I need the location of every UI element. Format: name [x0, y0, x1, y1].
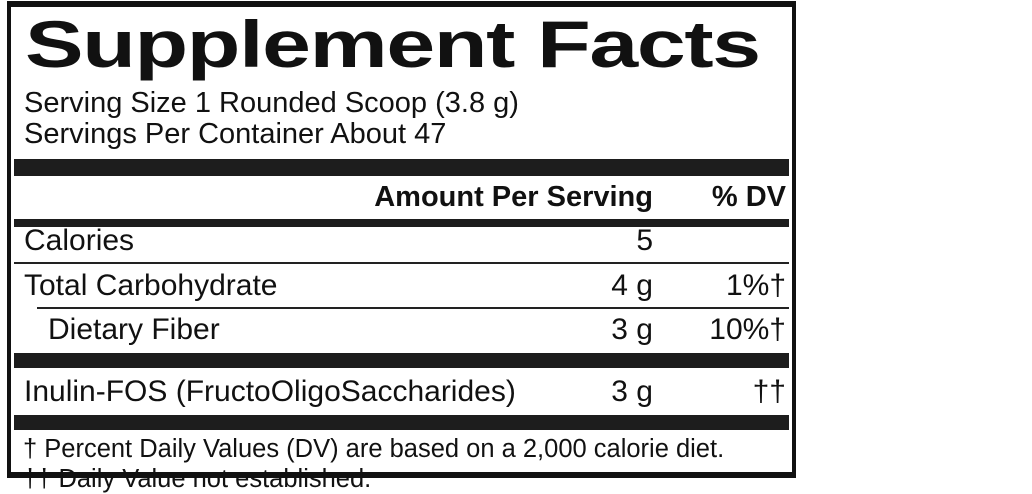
page-title: Supplement Facts: [25, 12, 1032, 76]
percent-dv-header: % DV: [653, 181, 786, 214]
nutrient-name: Inulin-FOS (FructoOligoSaccharides): [24, 375, 611, 409]
nutrient-dv: 10%†: [653, 313, 786, 347]
nutrient-dv: ††: [653, 375, 786, 409]
table-row-inulin-fos: [11, 368, 792, 413]
serving-size-text: Serving Size 1 Rounded Scoop (3.8 g): [11, 83, 792, 119]
table-row-dietary-fiber: [11, 309, 792, 351]
column-header-row: [11, 176, 792, 219]
divider-thick-bottom: [14, 415, 789, 430]
footnote-percent-dv: † Percent Daily Values (DV) are based on a 2,000 calorie diet.: [23, 435, 786, 465]
footnote-dv-not-established: †† Daily Value not established.: [23, 465, 786, 494]
divider-thick-top: [14, 159, 789, 176]
label-panel: [7, 1, 796, 478]
table-row-total-carbohydrate: [11, 264, 792, 307]
amount-per-serving-header: Amount Per Serving: [374, 181, 653, 214]
title-block: [11, 7, 792, 83]
table-row-calories: [11, 227, 792, 262]
nutrient-dv: 1%†: [653, 269, 786, 303]
nutrient-name: Dietary Fiber: [24, 313, 611, 347]
footnotes-block: [11, 430, 792, 494]
nutrient-amount: 3 g: [611, 313, 653, 347]
nutrient-name: Total Carbohydrate: [24, 269, 611, 303]
nutrient-amount: 5: [636, 224, 653, 258]
nutrient-amount: 4 g: [611, 269, 653, 303]
nutrient-name: Calories: [24, 224, 636, 258]
servings-per-container-text: Servings Per Container About 47: [11, 119, 792, 150]
nutrient-amount: 3 g: [611, 375, 653, 409]
divider-thick-middle: [14, 353, 789, 368]
